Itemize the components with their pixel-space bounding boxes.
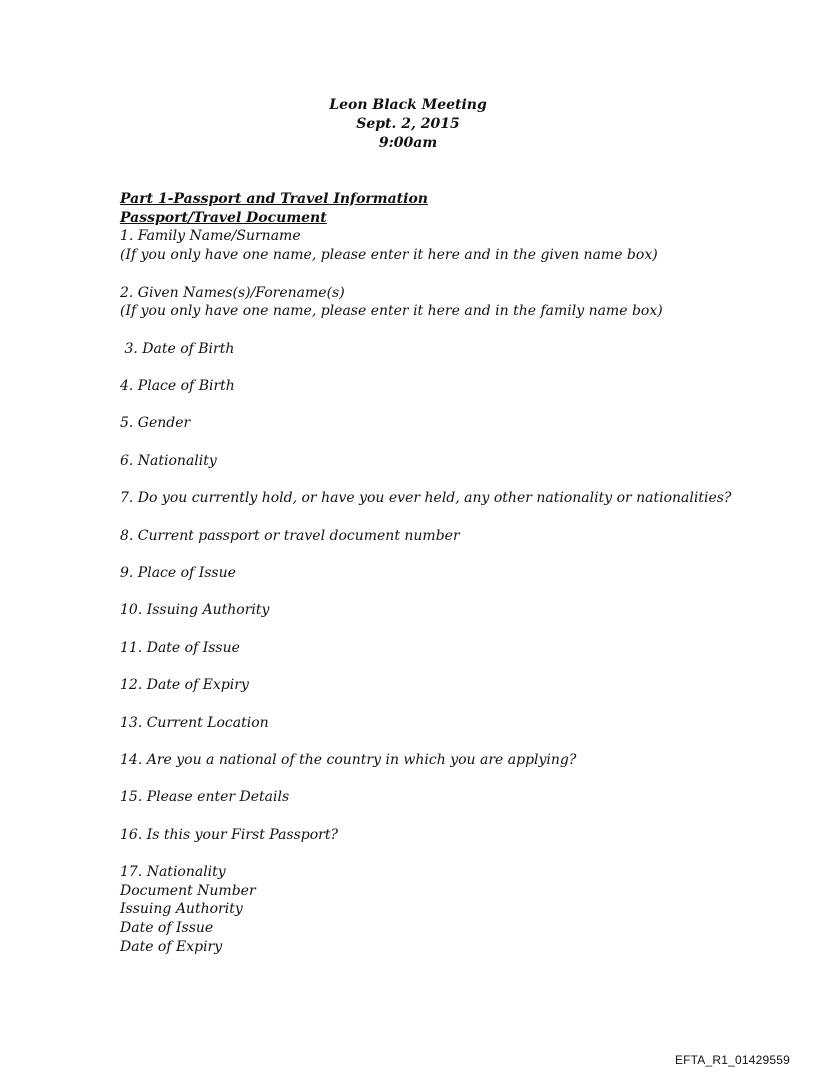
question-6: 6. Nationality: [120, 452, 217, 469]
question-15: 15. Please enter Details: [120, 789, 290, 806]
meeting-time: 9:00am: [378, 135, 438, 151]
document-header: [0, 96, 816, 153]
question-17-issuing-authority: Issuing Authority: [120, 901, 243, 918]
section-title: Part 1-Passport and Travel Information: [120, 191, 428, 207]
question-17-date-of-issue: Date of Issue: [120, 920, 214, 937]
meeting-title: Leon Black Meeting: [329, 97, 487, 113]
question-11: 11. Date of Issue: [120, 639, 240, 656]
document-body: [120, 190, 760, 957]
question-17-date-of-expiry: Date of Expiry: [120, 938, 223, 955]
question-14: 14. Are you a national of the country in which you are applying?: [120, 751, 577, 768]
question-17-document-number: Document Number: [120, 882, 256, 899]
section-subtitle: Passport/Travel Document: [120, 209, 327, 226]
question-8: 8. Current passport or travel document number: [120, 527, 460, 544]
question-3: 3. Date of Birth: [120, 340, 235, 357]
question-1-note: (If you only have one name, please enter it here and in the given name box): [120, 247, 658, 264]
question-7: 7. Do you currently hold, or have you ever held, any other nationality or nationalities?: [120, 490, 732, 507]
meeting-date: Sept. 2, 2015: [356, 116, 460, 132]
question-12: 12. Date of Expiry: [120, 677, 249, 694]
question-1: 1. Family Name/Surname: [120, 228, 301, 245]
bates-number: EFTA_R1_01429559: [674, 1053, 790, 1067]
question-2-note: (If you only have one name, please enter it here and in the family name box): [120, 303, 663, 320]
question-2: 2. Given Names(s)/Forename(s): [120, 284, 345, 301]
question-4: 4. Place of Birth: [120, 377, 235, 394]
question-9: 9. Place of Issue: [120, 564, 236, 581]
question-17: 17. Nationality: [120, 864, 226, 881]
question-10: 10. Issuing Authority: [120, 602, 270, 619]
question-5: 5. Gender: [120, 415, 191, 432]
question-16: 16. Is this your First Passport?: [120, 826, 338, 843]
question-13: 13. Current Location: [120, 714, 269, 731]
